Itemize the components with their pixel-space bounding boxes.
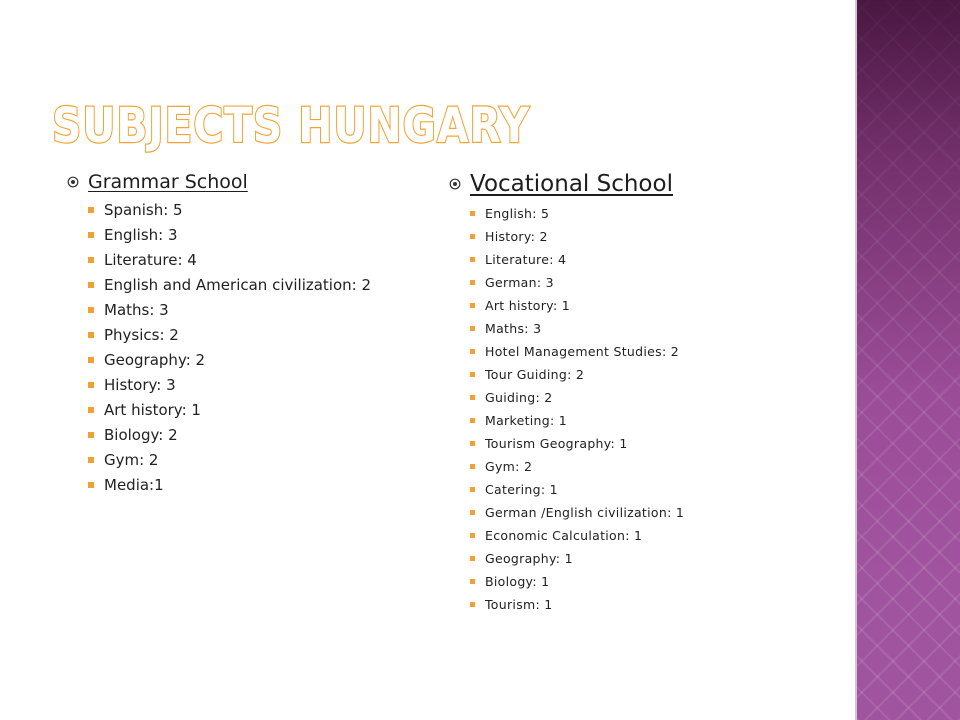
subject-label: Media:1: [104, 476, 164, 494]
subject-label: Guiding: 2: [485, 390, 553, 405]
square-bullet-icon: [88, 257, 94, 263]
square-bullet-icon: [470, 487, 475, 492]
subject-label: Maths: 3: [104, 301, 169, 319]
square-bullet-icon: [470, 579, 475, 584]
square-bullet-icon: [88, 407, 94, 413]
subject-label: Art history: 1: [485, 298, 570, 313]
subject-label: Biology: 1: [485, 574, 550, 589]
decorative-side-band: [857, 0, 960, 720]
subject-label: Maths: 3: [485, 321, 542, 336]
subject-list-item: [470, 367, 829, 382]
subject-list-item: [88, 327, 397, 344]
subject-label: Gym: 2: [104, 451, 159, 469]
grammar-school-subject-list: [67, 202, 397, 494]
subject-list-item: [88, 227, 397, 244]
subject-label: Marketing: 1: [485, 413, 568, 428]
subject-label: German: 3: [485, 275, 554, 290]
square-bullet-icon: [88, 382, 94, 388]
circled-dot-bullet-icon: [449, 178, 461, 190]
subject-list-item: [88, 402, 397, 419]
grammar-school-heading: Grammar School: [88, 171, 248, 193]
square-bullet-icon: [88, 432, 94, 438]
subject-list-item: [88, 252, 397, 269]
grammar-school-column: [67, 171, 397, 502]
square-bullet-icon: [88, 307, 94, 313]
square-bullet-icon: [88, 232, 94, 238]
subject-label: Catering: 1: [485, 482, 558, 497]
subject-list-item: [470, 505, 829, 520]
circled-dot-bullet-icon: [67, 176, 79, 188]
subject-list-item: [470, 528, 829, 543]
subject-list-item: [470, 275, 829, 290]
subject-list-item: [88, 477, 397, 494]
subject-list-item: [88, 277, 397, 294]
subject-list-item: [470, 344, 829, 359]
subject-list-item: [470, 298, 829, 313]
vocational-school-column: [449, 171, 829, 620]
subject-label: German /English civilization: 1: [485, 505, 685, 520]
subject-list-item: [470, 597, 829, 612]
subject-list-item: [88, 202, 397, 219]
subject-label: Literature: 4: [485, 252, 567, 267]
subject-label: Gym: 2: [485, 459, 533, 474]
square-bullet-icon: [470, 280, 475, 285]
square-bullet-icon: [88, 357, 94, 363]
square-bullet-icon: [470, 395, 475, 400]
square-bullet-icon: [470, 372, 475, 377]
subject-label: Geography: 1: [485, 551, 573, 566]
subject-label: English and American civilization: 2: [104, 276, 372, 294]
square-bullet-icon: [470, 510, 475, 515]
subject-list-item: [88, 377, 397, 394]
square-bullet-icon: [470, 211, 475, 216]
subject-label: Biology: 2: [104, 426, 178, 444]
subject-list-item: [470, 206, 829, 221]
square-bullet-icon: [88, 282, 94, 288]
square-bullet-icon: [470, 234, 475, 239]
square-bullet-icon: [470, 326, 475, 331]
subject-list-item: [470, 413, 829, 428]
square-bullet-icon: [470, 441, 475, 446]
subject-label: Spanish: 5: [104, 201, 183, 219]
subject-list-item: [470, 436, 829, 451]
subject-list-item: [88, 427, 397, 444]
subject-label: Literature: 4: [104, 251, 197, 269]
vocational-school-subject-list: [449, 206, 829, 612]
subject-list-item: [470, 229, 829, 244]
vocational-school-heading-row: [449, 171, 829, 197]
subject-label: English: 3: [104, 226, 178, 244]
subject-label: Tourism: 1: [485, 597, 553, 612]
slide-title: [50, 90, 670, 160]
square-bullet-icon: [88, 207, 94, 213]
subject-label: Geography: 2: [104, 351, 206, 369]
subject-list-item: [470, 321, 829, 336]
square-bullet-icon: [470, 257, 475, 262]
square-bullet-icon: [470, 349, 475, 354]
grammar-school-heading-row: [67, 171, 397, 193]
subject-label: Physics: 2: [104, 326, 179, 344]
subject-list-item: [470, 482, 829, 497]
square-bullet-icon: [88, 332, 94, 338]
square-bullet-icon: [470, 533, 475, 538]
square-bullet-icon: [470, 418, 475, 423]
subject-list-item: [470, 459, 829, 474]
slide-title-text: SUBJECTS HUNGARY: [52, 98, 531, 154]
square-bullet-icon: [88, 457, 94, 463]
square-bullet-icon: [470, 303, 475, 308]
square-bullet-icon: [470, 556, 475, 561]
square-bullet-icon: [470, 602, 475, 607]
subject-label: Hotel Management Studies: 2: [485, 344, 680, 359]
subject-list-item: [470, 252, 829, 267]
subject-label: Economic Calculation: 1: [485, 528, 643, 543]
subject-label: Tourism Geography: 1: [485, 436, 628, 451]
subject-label: History: 3: [104, 376, 176, 394]
subject-label: Tour Guiding: 2: [485, 367, 585, 382]
subject-label: English: 5: [485, 206, 550, 221]
subject-list-item: [470, 551, 829, 566]
square-bullet-icon: [470, 464, 475, 469]
subject-list-item: [470, 574, 829, 589]
subject-label: Art history: 1: [104, 401, 201, 419]
subject-list-item: [88, 452, 397, 469]
vocational-school-heading: Vocational School: [470, 171, 673, 197]
subject-list-item: [470, 390, 829, 405]
subject-list-item: [88, 352, 397, 369]
subject-list-item: [88, 302, 397, 319]
square-bullet-icon: [88, 482, 94, 488]
subject-label: History: 2: [485, 229, 548, 244]
